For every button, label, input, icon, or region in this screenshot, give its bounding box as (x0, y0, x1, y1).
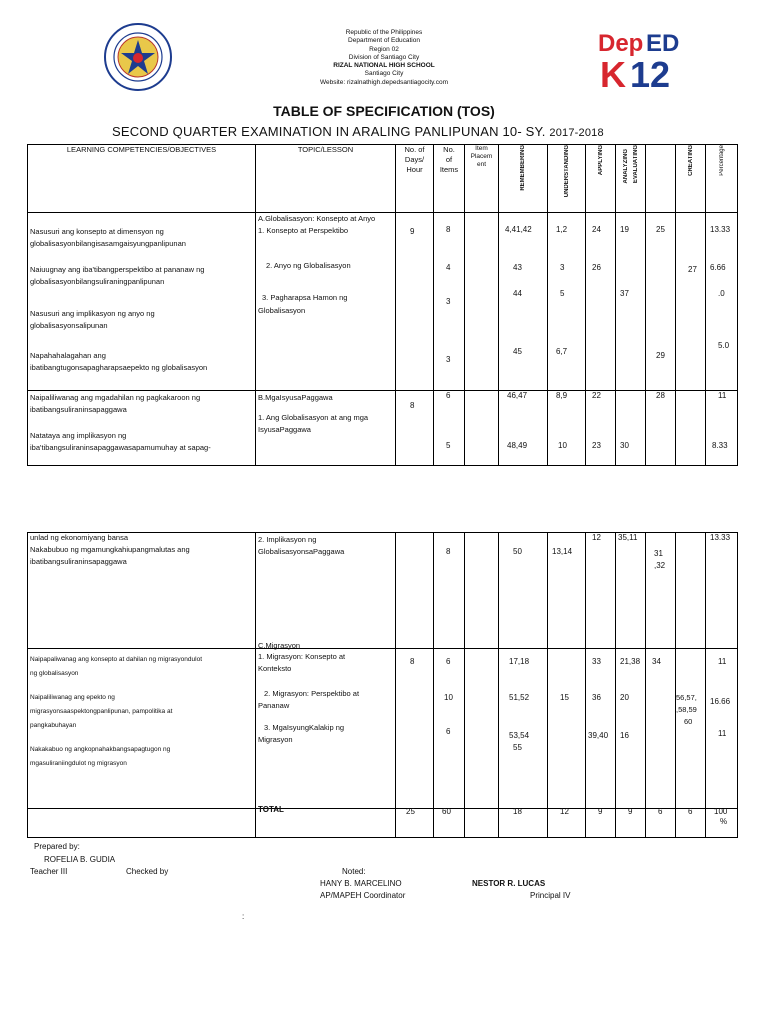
total-analyzing: 9 (616, 809, 646, 838)
creating-cell: 27 (676, 213, 706, 391)
svg-text:12: 12 (630, 54, 671, 91)
topic-cell: 2. Implikasyon ng GlobalisasyonsaPaggawa (256, 533, 396, 649)
analyzing-cell: 30 (616, 391, 646, 466)
col-applying: APPLYING (586, 145, 616, 213)
percentage-cell: 13.33 (706, 533, 738, 649)
topic-cell: B.MgaIsyusaPaggawa 1. Ang Globalisasyon at ang mga IsyusaPaggawa (256, 391, 396, 466)
tos-table-page-1 (27, 144, 738, 466)
prepared-by-label: Prepared by: (34, 842, 80, 851)
competencies-cell: Nasusuri ang konsepto at dimensyon ng globalisasyonbilangisasamgaisyungpanlipunan Naiuugnay ang iba'tibangperspektibo at pananaw ng globalisasyonbilangsuliraningpanlipunan Nasusuri ang implikasyon ng anyo ng globalisasyonsalipunan Napahahalagahan ang ibatibangtugonsapagharapsaepekto ng globalisasyon (28, 213, 256, 391)
days-cell: 8 (396, 649, 434, 809)
remembering-cell: 50 (499, 533, 548, 649)
items-cell: 8 4 3 3 (434, 213, 465, 391)
remembering-cell: 46,47 48,49 (499, 391, 548, 466)
understanding-cell: 15 (548, 649, 586, 809)
remembering-cell: 4,41,42 43 44 45 (499, 213, 548, 391)
items-cell: 6 5 (434, 391, 465, 466)
svg-text:Dep: Dep (598, 30, 644, 57)
noted-label: Noted: (342, 867, 366, 876)
school-year: 2017-2018 (549, 127, 604, 139)
total-percentage: 100 % (706, 809, 738, 838)
table-row (28, 213, 738, 391)
total-applying: 9 (586, 809, 616, 838)
col-days: No. of Days/ Hour (396, 145, 434, 213)
tos-table-page-2 (27, 532, 738, 838)
col-competencies: LEARNING COMPETENCIES/OBJECTIVES (28, 145, 256, 213)
preparer-name: ROFELIA B. GUDIA (44, 855, 116, 864)
document-subtitle (112, 124, 604, 139)
understanding-cell: 1,2 3 5 6,7 (548, 213, 586, 391)
table-header-row (28, 145, 738, 213)
principal-title: Principal IV (530, 891, 571, 900)
competencies-cell: unlad ng ekonomiyang bansa Nakabubuo ng mgamungkahiupangmalutas ang ibatibangsuliraninsapaggawa (28, 533, 256, 649)
letterhead-line: Division of Santiago City (348, 53, 420, 61)
applying-cell: 22 23 (586, 391, 616, 466)
analyzing-cell: 19 37 (616, 213, 646, 391)
creating-cell: 56,57, ,58,59 60 (676, 649, 706, 809)
total-understanding: 12 (548, 809, 586, 838)
applying-cell: 33 36 39,40 (586, 649, 616, 809)
placement-cell (465, 533, 499, 649)
col-topic: TOPIC/LESSON (256, 145, 396, 213)
col-understanding: UNDERSTANDING (548, 145, 586, 213)
total-remembering: 18 (499, 809, 548, 838)
checker-title: AP/MAPEH Coordinator (320, 891, 406, 900)
deped-seal-logo (103, 22, 173, 92)
letterhead-line: Region 02 (369, 45, 399, 53)
col-percentage: Percentage (706, 145, 738, 213)
letterhead-website: Website: rizalnathigh.depedsantiagocity.com (319, 78, 449, 86)
competencies-cell: Naipapaliwanag ang konsepto at dahilan ng migrasyondulot ng globalisasyon Naipaliliwanag ang epekto ng migrasyonsaaspektongpanlipunan, pampolitika at pangkabuhayan Nakakabuo ng angkopnahakbangsapagtugon ng mgasuliraniingdulot ng migrasyon (28, 649, 256, 809)
table-row (28, 391, 738, 466)
total-placement (465, 809, 499, 838)
applying-cell: 12 (586, 533, 616, 649)
placement-cell (465, 649, 499, 809)
checked-by-label: Checked by (126, 867, 169, 876)
col-items: No. of Items (434, 145, 465, 213)
evaluating-cell: 28 (646, 391, 676, 466)
competencies-cell: Naipaliliwanag ang mgadahilan ng pagkakaroon ng ibatibangsuliraninsapaggawa Natataya ang implikasyon ng iba'tibangsuliraninsapaggawasapamumuhay at sapag- (28, 391, 256, 466)
total-days: 25 (396, 809, 434, 838)
col-blank (646, 145, 676, 213)
deped-k12-logo (596, 25, 688, 91)
svg-text:K: K (600, 54, 626, 91)
table-total-row (28, 809, 738, 838)
analyzing-cell: 35,11 (616, 533, 646, 649)
percentage-cell: 13.33 6.66 .0 5.0 (706, 213, 738, 391)
col-analyzing-evaluating: ANALYZING EVALUATING (616, 145, 646, 213)
letterhead-line: Santiago City (364, 70, 404, 78)
total-creating: 6 (676, 809, 706, 838)
understanding-cell: 13,14 (548, 533, 586, 649)
total-items: 60 (434, 809, 465, 838)
svg-text:ED: ED (646, 30, 680, 57)
remembering-cell: 17,18 51,52 53,54 55 (499, 649, 548, 809)
col-remembering: REMEMBERING (499, 145, 548, 213)
percentage-cell: 11 16.66 11 (706, 649, 738, 809)
analyzing-cell: 21,38 20 16 (616, 649, 646, 809)
topic-cell: C.Migrasyon 1. Migrasyon: Konsepto at Konteksto 2. Migrasyon: Perspektibo at Pananaw 3. MgaIsyungKalakip ng Migrasyon (256, 649, 396, 809)
days-cell (396, 533, 434, 649)
placement-cell (465, 391, 499, 466)
document-title: TABLE OF SPECIFICATION (TOS) (273, 103, 495, 119)
creating-cell (676, 391, 706, 466)
topic-cell: A.Globalisasyon: Konsepto at Anyo 1. Konsepto at Perspektibo 2. Anyo ng Globalisasyon 3. Pagharapsa Hamon ng Globalisasyon (256, 213, 396, 391)
items-cell: 6 10 6 (434, 649, 465, 809)
col-creating: CREATING (676, 145, 706, 213)
placement-cell (465, 213, 499, 391)
total-evaluating: 6 (646, 809, 676, 838)
percentage-cell: 11 8.33 (706, 391, 738, 466)
letterhead-line: Department of Education (348, 37, 420, 45)
table-row (28, 533, 738, 649)
letterhead-line: Republic of the Philippines (345, 29, 423, 36)
days-cell: 8 (396, 391, 434, 466)
evaluating-cell: 25 29 (646, 213, 676, 391)
school-name: RIZAL NATIONAL HIGH SCHOOL (333, 62, 435, 70)
understanding-cell: 8,9 10 (548, 391, 586, 466)
checker-name: HANY B. MARCELINO (320, 879, 402, 888)
total-label: TOTAL (256, 809, 396, 838)
creating-cell (676, 533, 706, 649)
total-blank-cell (28, 809, 256, 838)
preparer-title: Teacher III (30, 867, 68, 876)
items-cell: 8 (434, 533, 465, 649)
applying-cell: 24 26 (586, 213, 616, 391)
stray-mark: : (242, 912, 245, 921)
evaluating-cell: 34 (646, 649, 676, 809)
subtitle-text: SECOND QUARTER EXAMINATION IN ARALING PANLIPUNAN 10- SY. (112, 124, 546, 139)
col-placement: Item Placem ent (465, 145, 499, 213)
letterhead (270, 29, 498, 87)
days-cell: 9 (396, 213, 434, 391)
principal-name: NESTOR R. LUCAS (472, 879, 546, 888)
table-row (28, 649, 738, 809)
evaluating-cell: 31 ,32 (646, 533, 676, 649)
